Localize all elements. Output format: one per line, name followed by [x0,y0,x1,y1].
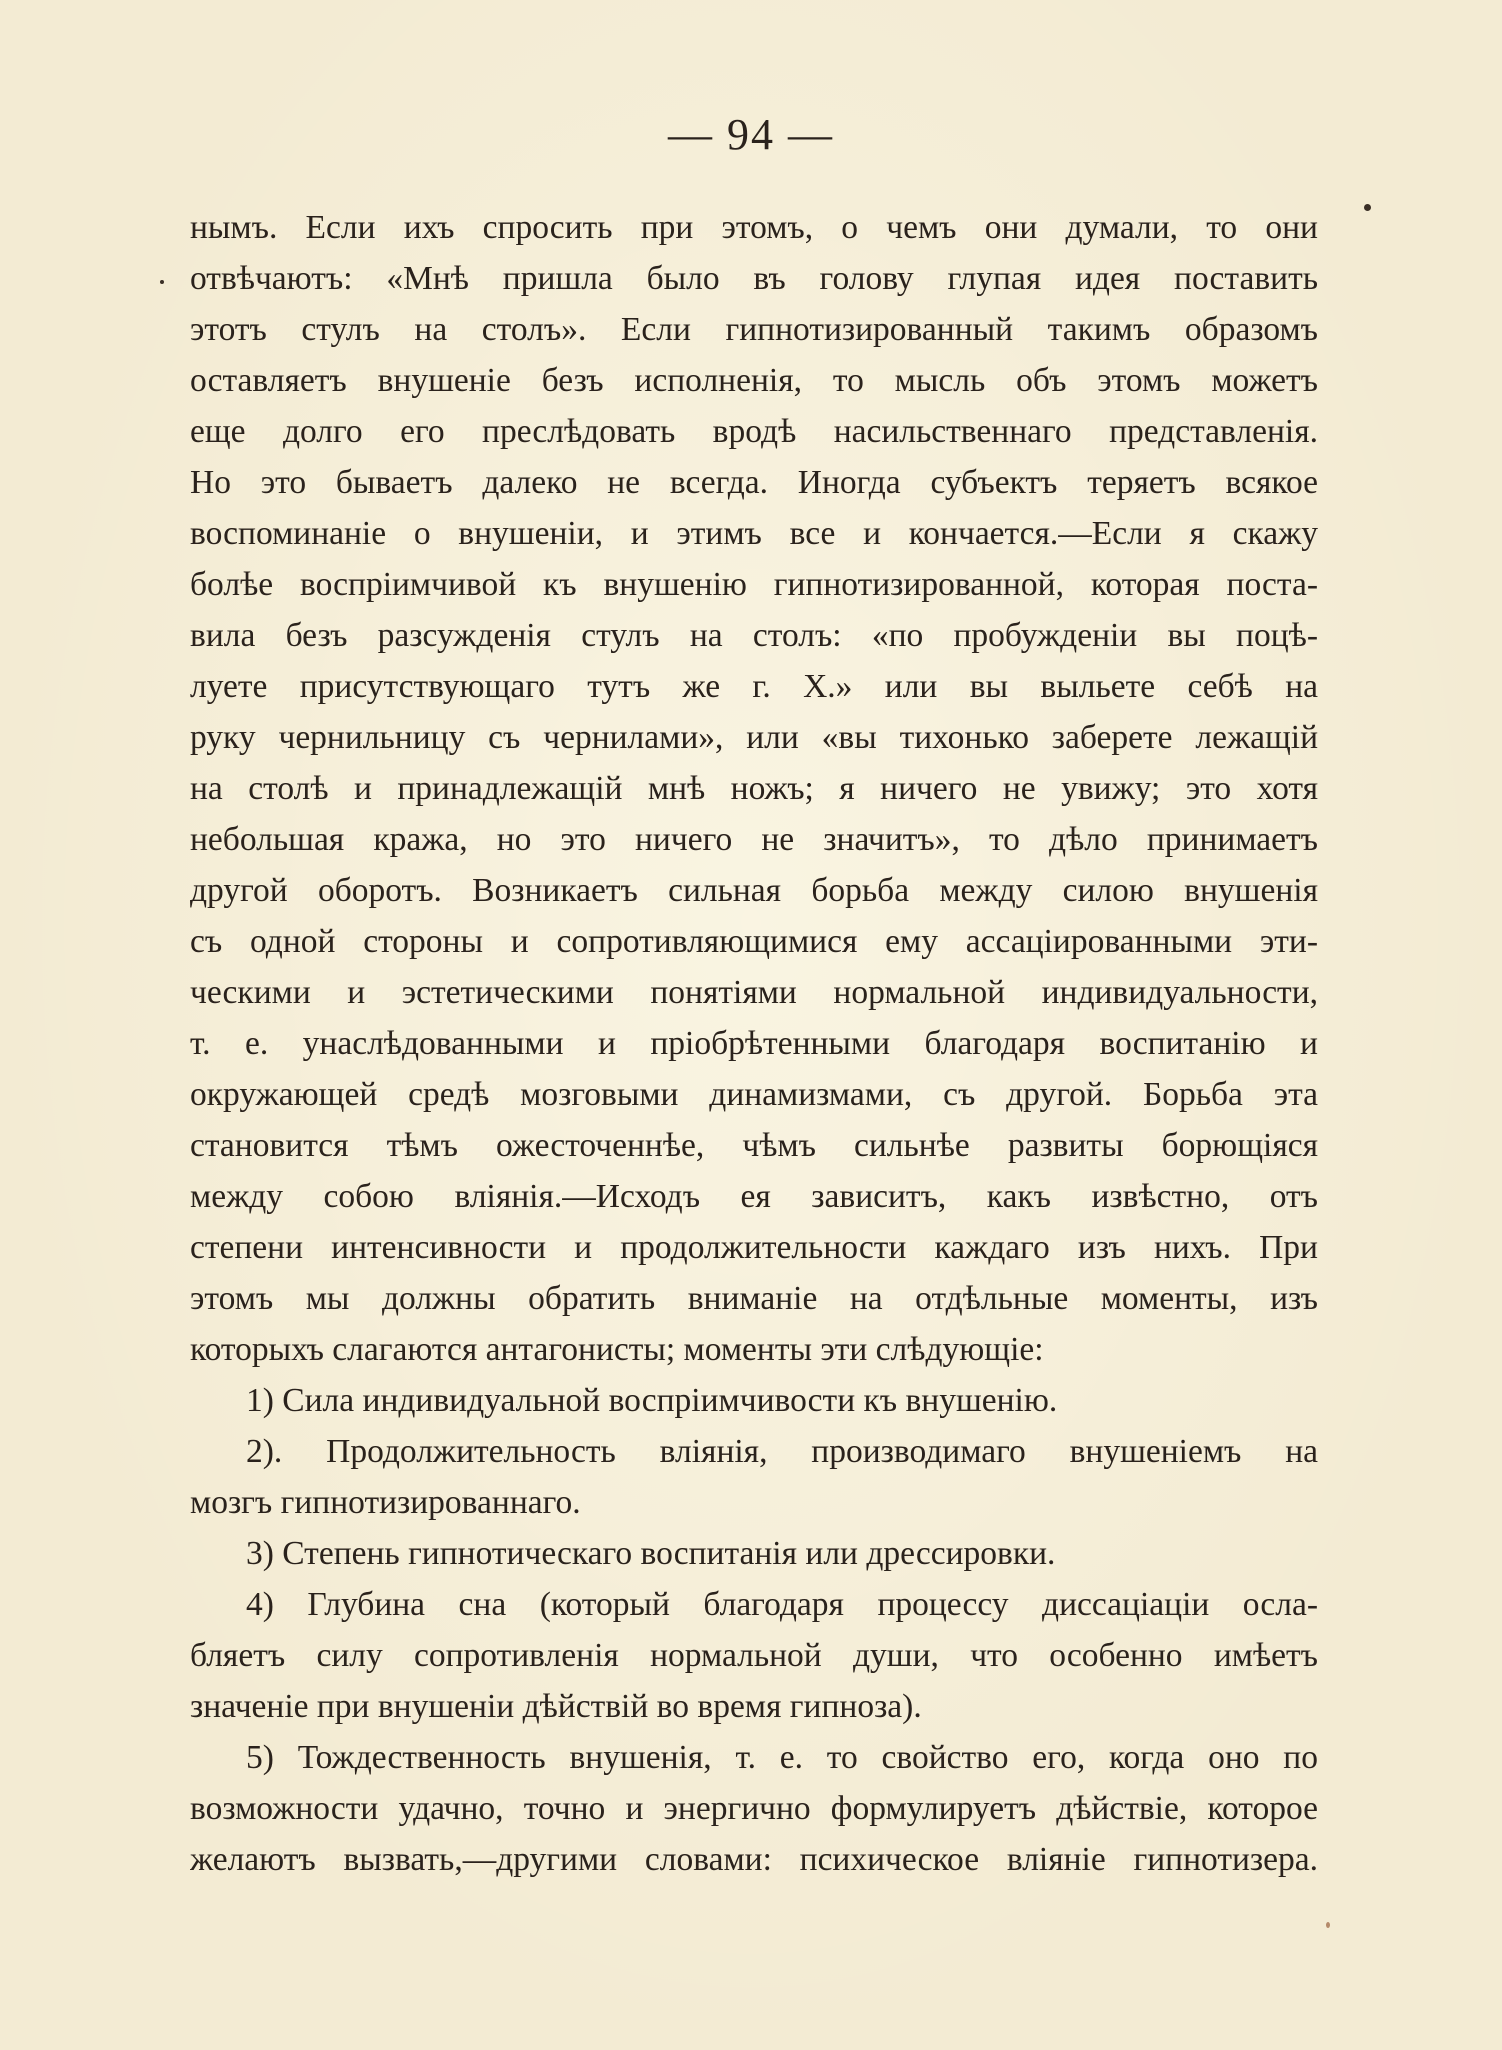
text-line: руку чернильницу съ чернилами», или «вы тихонько заберете лежащій [190,719,1318,756]
text-line: Но это бываетъ далеко не всегда. Иногда субъектъ теряетъ всякое [190,464,1318,501]
text-line: окружающей средѣ мозговыми динамизмами, съ другой. Борьба эта [190,1076,1318,1113]
text-line: оставляетъ внушеніе безъ исполненія, то мысль объ этомъ можетъ [190,362,1318,399]
text-line: на столѣ и принадлежащій мнѣ ножъ; я ничего не увижу; это хотя [190,770,1318,807]
text-line: т. е. унаслѣдованными и пріобрѣтенными благодаря воспитанію и [190,1025,1318,1062]
ink-speck [160,280,164,284]
text-line: бляетъ силу сопротивленія нормальной души, что особенно имѣетъ [190,1637,1318,1674]
text-line: еще долго его преслѣдовать вродѣ насильственнаго представленія. [190,413,1318,450]
text-line: 2). Продолжительность вліянія, производимаго внушеніемъ на [246,1433,1318,1470]
text-line: болѣе воспріимчивой къ внушенію гипнотизированной, которая поста- [190,566,1318,603]
text-line: возможности удачно, точно и энергично формулируетъ дѣйствіе, которое [190,1790,1318,1827]
text-line: желаютъ вызвать,—другими словами: психическое вліяніе гипнотизера. [190,1841,1318,1878]
text-line: луете присутствующаго тутъ же г. Х.» или вы выльете себѣ на [190,668,1318,705]
body-text [190,202,1318,1885]
text-line: значеніе при внушеніи дѣйствій во время гипноза). [190,1688,922,1725]
text-line: небольшая кража, но это ничего не значитъ», то дѣло принимаетъ [190,821,1318,858]
text-line: мозгъ гипнотизированнаго. [190,1484,581,1521]
page-number: — 94 — [668,110,834,159]
text-line: воспоминаніе о внушеніи, и этимъ все и кончается.—Если я скажу [190,515,1318,552]
text-line: этотъ стулъ на столъ». Если гипнотизированный такимъ образомъ [190,311,1318,348]
text-line: становится тѣмъ ожесточеннѣе, чѣмъ сильнѣе развиты борющіяся [190,1127,1318,1164]
text-line: которыхъ слагаются антагонисты; моменты эти слѣдующіе: [190,1331,1044,1368]
text-line: отвѣчаютъ: «Мнѣ пришла было въ голову глупая идея поставить [190,260,1318,297]
text-line: этомъ мы должны обратить вниманіе на отдѣльные моменты, изъ [190,1280,1318,1317]
ink-speck [1326,1922,1330,1928]
text-line: съ одной стороны и сопротивляющимися ему ассаціированными эти- [190,923,1318,960]
text-line: степени интенсивности и продолжительности каждаго изъ нихъ. При [190,1229,1318,1266]
text-line: 4) Глубина сна (который благодаря процессу диссаціаціи осла- [246,1586,1318,1623]
text-line: нымъ. Если ихъ спросить при этомъ, о чемъ они думали, то они [190,209,1318,246]
text-line: вила безъ разсужденія стулъ на столъ: «по пробужденіи вы поцѣ- [190,617,1318,654]
text-line: 3) Степень гипнотическаго воспитанія или дрессировки. [246,1535,1056,1572]
text-line: 5) Тождественность внушенія, т. е. то свойство его, когда оно по [246,1739,1318,1776]
text-line: 1) Сила индивидуальной воспріимчивости къ внушенію. [246,1382,1058,1419]
ink-speck [1364,204,1371,211]
text-line: между собою вліянія.—Исходъ ея зависитъ, какъ извѣстно, отъ [190,1178,1318,1215]
text-line: другой оборотъ. Возникаетъ сильная борьба между силою внушенія [190,872,1318,909]
text-line: ческими и эстетическими понятіями нормальной индивидуальности, [190,974,1318,1011]
